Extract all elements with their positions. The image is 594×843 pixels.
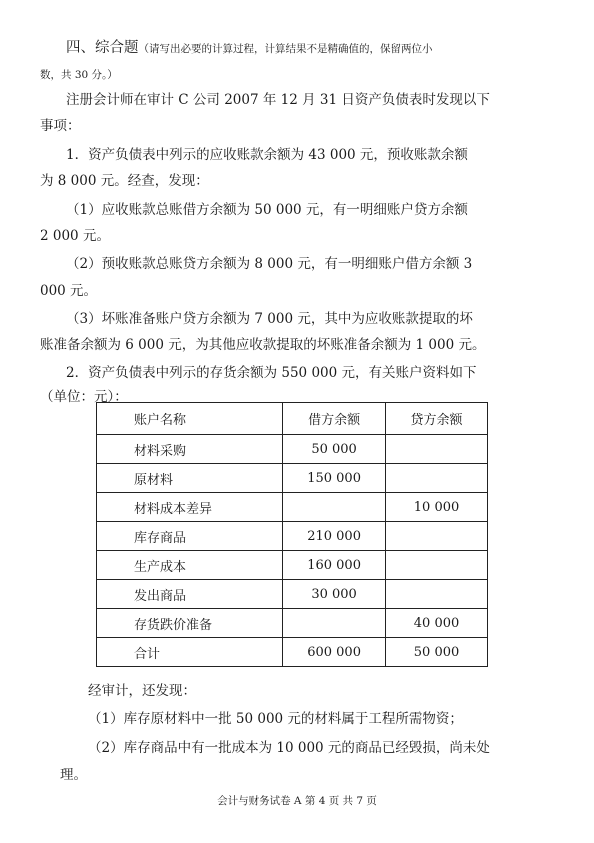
item1-line-2: 为 8 000 元。经查，发现：	[40, 173, 209, 189]
table-row	[97, 435, 488, 464]
after-line-1: 经审计，还发现：	[88, 683, 196, 699]
sub2-line-2: 000 元。	[40, 283, 98, 299]
section-heading-line	[66, 40, 433, 57]
table-cell-account: 原材料	[97, 464, 283, 493]
table-cell-account: 生产成本	[97, 551, 283, 580]
item2-line-1: 2．资产负债表中列示的存货余额为 550 000 元，有关账户资料如下	[66, 365, 477, 381]
table-cell-credit	[386, 551, 488, 580]
sub1-line-2: 2 000 元。	[40, 228, 110, 244]
table-cell-account: 库存商品	[97, 522, 283, 551]
table-header-debit: 借方余额	[283, 403, 386, 435]
table-row	[97, 551, 488, 580]
intro-line-2: 事项：	[40, 118, 81, 134]
account-balance-table	[96, 402, 488, 667]
after-line-4: 理。	[60, 767, 87, 783]
table-header-credit: 贷方余额	[386, 403, 488, 435]
section-note-continued	[40, 66, 118, 83]
table-cell-credit	[386, 435, 488, 464]
table-cell-debit: 150 000	[283, 464, 386, 493]
table-cell-debit: 30 000	[283, 580, 386, 609]
table-cell-credit	[386, 522, 488, 551]
table-cell-debit: 50 000	[283, 435, 386, 464]
table-cell-credit: 40 000	[386, 609, 488, 638]
table-cell-account: 合计	[97, 638, 283, 667]
sub1-line-1: （1）应收账款总账借方余额为 50 000 元，有一明细账户贷方余额	[66, 202, 468, 218]
sub3-line-2: 账准备余额为 6 000 元，为其他应收款提取的坏账准备余额为 1 000 元。	[40, 337, 486, 353]
table-row	[97, 522, 488, 551]
item2-line-2: （单位：元）：	[40, 389, 128, 405]
table-cell-credit: 50 000	[386, 638, 488, 667]
after-line-3: （2）库存商品中有一批成本为 10 000 元的商品已经毁损，尚未处	[88, 740, 490, 756]
table-cell-account: 存货跌价准备	[97, 609, 283, 638]
table-header-row	[97, 403, 488, 435]
table-cell-credit	[386, 464, 488, 493]
table-row	[97, 464, 488, 493]
table-row	[97, 493, 488, 522]
table-cell-account: 材料采购	[97, 435, 283, 464]
table-header-account: 账户名称	[97, 403, 283, 435]
table-row	[97, 580, 488, 609]
item1-line-1: 1．资产负债表中列示的应收账款余额为 43 000 元，预收账款余额	[66, 147, 468, 163]
section-note: （请写出必要的计算过程，计算结果不是精确值的，保留两位小	[138, 43, 433, 55]
table-cell-credit: 10 000	[386, 493, 488, 522]
table-cell-debit: 210 000	[283, 522, 386, 551]
sub2-line-1: （2）预收账款总账贷方余额为 8 000 元，有一明细账户借方余额 3	[66, 256, 473, 272]
table-cell-debit: 600 000	[283, 638, 386, 667]
table-cell-debit	[283, 493, 386, 522]
section-note-2: 数，共 30 分。）	[40, 69, 118, 81]
table-cell-account: 材料成本差异	[97, 493, 283, 522]
table-cell-credit	[386, 580, 488, 609]
table-row	[97, 609, 488, 638]
table-cell-account: 发出商品	[97, 580, 283, 609]
sub3-line-1: （3）坏账准备账户贷方余额为 7 000 元，其中为应收账款提取的坏	[66, 311, 473, 327]
section-heading: 四、综合题	[66, 40, 139, 56]
table-total-row	[97, 638, 488, 667]
after-line-2: （1）库存原材料中一批 50 000 元的材料属于工程所需物资；	[88, 711, 463, 727]
page-footer: 会计与财务试卷 A 第 4 页 共 7 页	[217, 795, 377, 807]
intro-line-1: 注册会计师在审计 C 公司 2007 年 12 月 31 日资产负债表时发现以下	[66, 92, 490, 108]
table-cell-debit	[283, 609, 386, 638]
table-cell-debit: 160 000	[283, 551, 386, 580]
